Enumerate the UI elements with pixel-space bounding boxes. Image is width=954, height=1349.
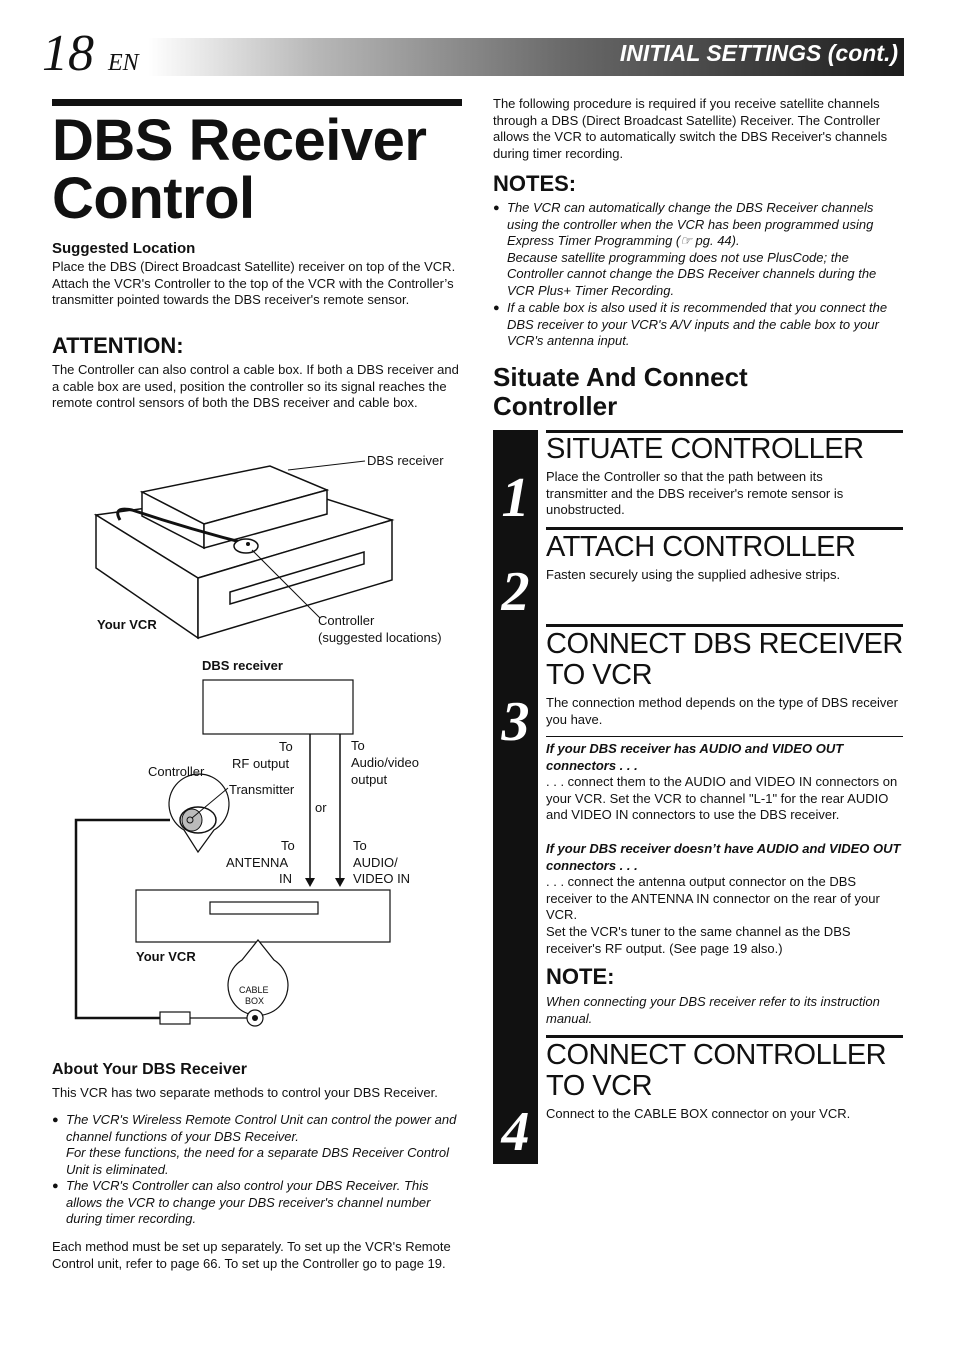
to-avin-label: To (353, 838, 367, 853)
antenna-label: ANTENNA (226, 855, 289, 870)
to-antenna-label: To (281, 838, 295, 853)
notes-bullet-1: ● The VCR can automatically change the DBS Receiver channels using the controller when the VCR has been programmed using Express Timer Programming (☞ pg. 44). Because satellite programming does not use PlusCode; the Controller cannot change the DBS Receiver channels during the VCR Plus+ Timer Recording. (493, 200, 905, 299)
page-language: EN (108, 50, 139, 76)
situate-heading (493, 363, 748, 421)
cable-box-label-2: BOX (245, 996, 265, 1006)
av-output-label-2: output (351, 772, 388, 787)
step-3-case1-text: . . . connect them to the AUDIO and VIDEO IN connectors on your VCR. Set the VCR to channel "L-1" for the rear AUDIO and VIDEO IN connectors to use the DBS receiver. (546, 774, 898, 822)
about-bullet-1-text-b: For these functions, the need for a separate DBS Receiver Control Unit is eliminated. (66, 1145, 449, 1177)
intro-text: The following procedure is required if you receive satellite channels through a DBS (Direct Broadcast Satellite) Receiver. The Controller allows the VCR to automatically switch the DBS Receiver's channels during timer recording. (493, 96, 888, 161)
antenna-in-label: IN (279, 871, 292, 886)
step-4-title-line1: CONNECT CONTROLLER (546, 1039, 887, 1071)
step-1-number: 1 (501, 467, 530, 529)
about-bullet-2: ● The VCR's Controller can also control your DBS Receiver. This allows the VCR to change your DBS receiver's channel number during timer recording. (52, 1178, 462, 1228)
diagram2-your-vcr-label: Your VCR (136, 949, 196, 964)
avin-label-2: VIDEO IN (353, 871, 411, 886)
step-2-title: ATTACH CONTROLLER (546, 531, 856, 563)
step-3-case1-heading: If your DBS receiver has AUDIO and VIDEO OUT connectors . . . (546, 741, 844, 773)
page-title: DBS Receiver Control (52, 108, 427, 231)
about-bullet-1: ● The VCR's Wireless Remote Control Unit can control the power and channel functions of your DBS Receiver. For these functions, the need for a separate DBS Receiver Control Unit is eliminated. (52, 1112, 462, 1178)
about-intro: This VCR has two separate methods to control your DBS Receiver. (52, 1085, 438, 1100)
to-av-label: To (351, 738, 365, 753)
avin-label: AUDIO/ (353, 855, 398, 870)
about-bullet-2-text: The VCR's Controller can also control your DBS Receiver. This allows the VCR to change your DBS receiver's channel number during timer recording. (66, 1178, 431, 1226)
step-3-rule (546, 624, 903, 627)
situate-heading-line2: Controller (493, 391, 618, 421)
about-heading: About Your DBS Receiver (52, 1061, 248, 1078)
step-1-text: Place the Controller so that the path between its transmitter and the DBS receiver's remote sensor is unobstructed. (546, 469, 844, 517)
about-footer: Each method must be set up separately. To set up the VCR's Remote Control unit, refer to page 66. To set up the Controller go to page 19. (52, 1239, 451, 1271)
connection-diagram (52, 440, 464, 1040)
step-3-title-line1: CONNECT DBS RECEIVER (546, 628, 903, 660)
suggested-location-text: Place the DBS (Direct Broadcast Satellite) receiver on top of the VCR. Attach the VCR's Controller to the top of the VCR with the Controller’s transmitter pointed towards the DBS receiver's remote sensor. (52, 259, 456, 307)
vcr-box (136, 890, 390, 942)
controller-shape (234, 539, 258, 553)
step-3-note-text: When connecting your DBS receiver refer to its instruction manual. (546, 994, 880, 1026)
rf-output-label: RF output (232, 756, 290, 771)
title-rule (52, 99, 462, 106)
steps-bar (493, 430, 538, 1164)
notes-bullet-1-text: The VCR can automatically change the DBS Receiver channels using the controller when the VCR has been programmed using Express Timer Programming (☞ pg. 44). (507, 200, 874, 248)
step-2-number: 2 (501, 561, 530, 623)
step-3-note-heading: NOTE: (546, 964, 615, 989)
step-2-text: Fasten securely using the supplied adhesive strips. (546, 567, 841, 582)
situate-heading-line1: Situate And Connect (493, 362, 748, 392)
diagram-controller-sub-label: (suggested locations) (318, 630, 442, 645)
diagram-controller-label: Controller (318, 613, 375, 628)
about-bullet-1-text: The VCR's Wireless Remote Control Unit can control the power and channel functions of your DBS Receiver. (66, 1112, 457, 1144)
step-3-thin-rule (546, 736, 903, 737)
step-2-rule (546, 527, 903, 530)
diagram-dbs-receiver-label: DBS receiver (367, 453, 444, 468)
page-number: 18 (42, 25, 94, 82)
section-bar (148, 38, 904, 76)
diagram-your-vcr-label: Your VCR (97, 617, 157, 632)
diagram2-controller-label: Controller (148, 764, 205, 779)
step-1-title: SITUATE CONTROLLER (546, 433, 864, 465)
to-rf-label: To (279, 739, 293, 754)
notes-bullet-2: ● If a cable box is also used it is recommended that you connect the DBS receiver to your VCR's A/V inputs and the cable box to your VCR's antenna input. (493, 300, 905, 350)
notes-heading: NOTES: (493, 171, 577, 196)
step-4-number: 4 (501, 1101, 530, 1163)
page-header (40, 25, 904, 82)
step-3-number: 3 (501, 691, 530, 753)
step-4-title-line2: TO VCR (546, 1070, 653, 1102)
suggested-location-heading: Suggested Location (52, 240, 196, 257)
step-3-text: The connection method depends on the type of DBS receiver you have. (546, 695, 898, 727)
step-4-text: Connect to the CABLE BOX connector on your VCR. (546, 1106, 851, 1121)
or-label: or (315, 800, 327, 815)
attention-heading: ATTENTION: (52, 333, 184, 358)
dbs-receiver-box (203, 680, 353, 734)
section-title: INITIAL SETTINGS (cont.) (619, 40, 898, 66)
step-3-title-line2: TO VCR (546, 659, 653, 691)
step-4-title (546, 1040, 903, 1102)
step-3-case2-text: . . . connect the antenna output connector on the DBS receiver to the ANTENNA IN connector on the rear of your VCR. (546, 874, 880, 922)
transmitter-label: Transmitter (229, 782, 295, 797)
attention-text: The Controller can also control a cable box. If both a DBS receiver and a cable box are used, position the controller so its signal reaches the remote control sensors of both the DBS receiver and cable box. (52, 362, 459, 410)
step-4-rule (546, 1035, 903, 1038)
step-3-case2-text2: Set the VCR's tuner to the same channel as the DBS receiver's RF output. (See page 19 also.) (546, 924, 851, 956)
av-output-label: Audio/video (351, 755, 419, 770)
step-3-title (546, 629, 903, 691)
notes-bullet-1-text-b: Because satellite programming does not use PlusCode; the Controller cannot change the DBS Receiver channels during the VCR Plus+ Timer Recording. (507, 249, 877, 298)
step-3-case2-heading: If your DBS receiver doesn’t have AUDIO and VIDEO OUT connectors . . . (546, 841, 901, 873)
diagram2-dbs-receiver-label: DBS receiver (202, 658, 283, 673)
notes-bullet-2-text: If a cable box is also used it is recommended that you connect the DBS receiver to your VCR's A/V inputs and the cable box to your VCR's antenna input. (507, 300, 888, 348)
cable-box-label: CABLE (239, 985, 269, 995)
